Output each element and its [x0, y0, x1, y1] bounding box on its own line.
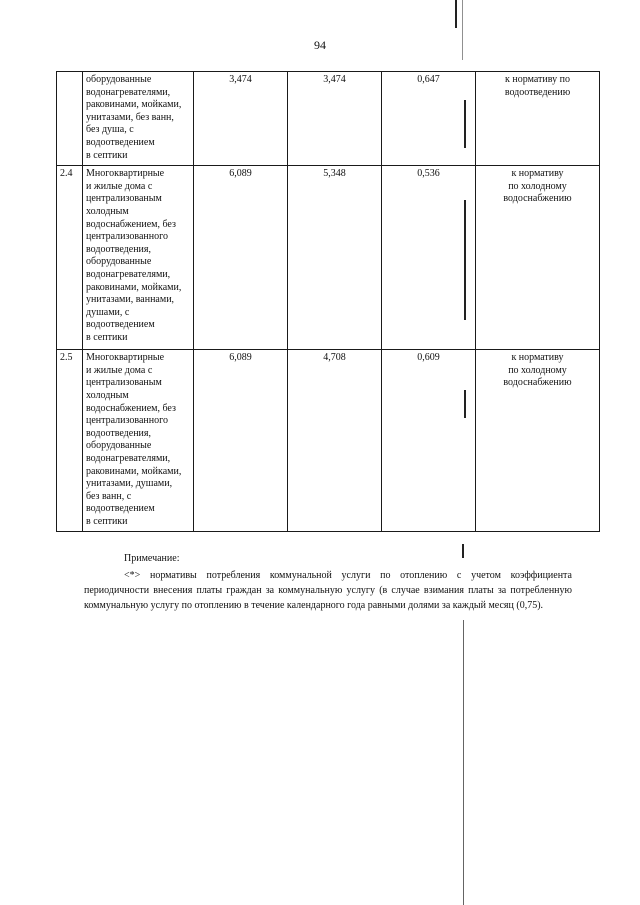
value-cell-3: 0,647 — [382, 72, 476, 166]
basis-line: водоотведению — [504, 86, 571, 98]
description-line: и жилые дома с — [86, 364, 153, 376]
basis-line: по холодному — [508, 364, 567, 376]
table-row — [57, 166, 600, 350]
value-cell-3: 0,536 — [382, 166, 476, 350]
value-cell-1: 6,089 — [194, 350, 288, 532]
basis-line: водоснабжению — [503, 377, 572, 389]
description-line: без ванн, с — [86, 490, 132, 502]
basis-line: к нормативу — [511, 352, 564, 364]
footnote-text: <*> нормативы потребления коммунальной услуги по отоплению с учетом коэффициента периодичности внесения платы граждан за коммунальную услугу (в случае взимания платы за потребленную коммунальную услугу по отоплению в течение календарного года равными долями за каждый месяц (0,75). — [84, 570, 572, 611]
description-line: раковинами, мойками, — [86, 281, 182, 293]
description-line: унитазами, душами, — [86, 478, 173, 490]
description-line: душами, с — [86, 306, 130, 318]
description-line: Многоквартирные — [86, 168, 165, 180]
description-line: холодным — [86, 205, 129, 217]
description-line: в септики — [86, 149, 128, 161]
description-line: водоотведением — [86, 319, 155, 331]
value-cell-1: 6,089 — [194, 166, 288, 350]
description-line: холодным — [86, 389, 129, 401]
scan-artifact-mark — [464, 390, 466, 418]
description-line: раковинами, мойками, — [86, 465, 182, 477]
value-cell-1: 3,474 — [194, 72, 288, 166]
description-line: водоотведения, — [86, 243, 151, 255]
value-cell-2: 3,474 — [288, 72, 382, 166]
description-cell — [83, 166, 194, 350]
basis-line: водоснабжению — [503, 193, 572, 205]
basis-cell — [476, 166, 600, 350]
scan-artifact-mark — [464, 100, 466, 148]
description-line: водонагревателями, — [86, 268, 171, 280]
description-line: и жилые дома с — [86, 180, 153, 192]
description-line: водоотведением — [86, 136, 155, 148]
row-number-cell — [57, 72, 83, 166]
description-line: водонагревателями, — [86, 86, 171, 98]
description-line: водоснабжением, без — [86, 218, 176, 230]
description-line: без душа, с — [86, 124, 134, 136]
description-line: унитазами, ваннами, — [86, 294, 175, 306]
value-cell-3: 0,609 — [382, 350, 476, 532]
description-cell — [83, 72, 194, 166]
description-line: централизованым — [86, 193, 162, 205]
description-line: оборудованные — [86, 74, 152, 85]
description-line: централизованного — [86, 231, 168, 243]
description-line: Многоквартирные — [86, 352, 165, 364]
row-number-cell: 2.4 — [57, 166, 83, 350]
description-line: водоснабжением, без — [86, 402, 176, 414]
description-line: оборудованные — [86, 440, 152, 452]
description-line: оборудованные — [86, 256, 152, 268]
description-line: водоотведения, — [86, 427, 151, 439]
description-line: водоотведением — [86, 503, 155, 515]
footnote-title: Примечание: — [124, 553, 180, 564]
value-cell-2: 4,708 — [288, 350, 382, 532]
basis-line: к нормативу — [511, 168, 564, 180]
value-cell-2: 5,348 — [288, 166, 382, 350]
description-line: раковинами, мойками, — [86, 99, 182, 111]
description-line: водонагревателями, — [86, 452, 171, 464]
description-line: централизованного — [86, 415, 168, 427]
scan-artifact-mark — [455, 0, 457, 28]
basis-line: по холодному — [508, 180, 567, 192]
scan-artifact-mark — [464, 200, 466, 320]
basis-cell — [476, 350, 600, 532]
table-row — [57, 350, 600, 532]
description-line: централизованым — [86, 377, 162, 389]
description-line: в септики — [86, 331, 128, 343]
page-number: 94 — [314, 38, 326, 52]
row-number-cell: 2.5 — [57, 350, 83, 532]
scan-artifact-mark — [462, 0, 463, 60]
table-row — [57, 72, 600, 166]
description-line: унитазами, без ванн, — [86, 111, 174, 123]
norms-table — [56, 71, 600, 532]
basis-line: к нормативу по — [505, 74, 570, 85]
basis-cell — [476, 72, 600, 166]
scan-artifact-mark — [463, 620, 464, 905]
scan-artifact-mark — [462, 544, 464, 558]
description-line: в септики — [86, 515, 128, 527]
footnote — [84, 551, 572, 613]
description-cell — [83, 350, 194, 532]
